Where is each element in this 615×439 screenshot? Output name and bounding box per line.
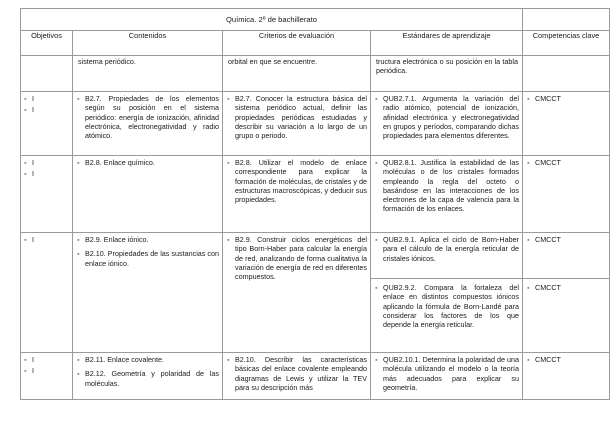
cell-criterios	[223, 233, 371, 353]
competencia-item: ▪ CMCCT	[527, 94, 561, 103]
row-divider	[371, 278, 522, 279]
row-divider	[523, 278, 609, 279]
cell-competencias	[523, 56, 610, 92]
criterio-item: ▪ B2.7. Conocer la estructura básica del sistema periódico actual, definir las propiedades periódicas estudiadas y describir su variación a lo largo de un grupo o periodo.	[227, 94, 367, 141]
table-row	[21, 56, 610, 92]
bullet-icon: ▪	[77, 235, 80, 244]
bullet-icon: ▪	[375, 355, 378, 364]
contenido-item: ▪ B2.12. Geometría y polaridad de las moléculas.	[77, 369, 219, 388]
bullet-icon: ▪	[24, 94, 27, 103]
cell-competencias	[523, 92, 610, 156]
bullet-icon: ▪	[77, 369, 80, 379]
competencia-item: ▪ CMCCT	[527, 158, 561, 167]
criterio-item: ▪ B2.8. Utilizar el modelo de enlace correspondiente para explicar la formación de moléculas, de cristales y de estructuras macroscópicas, y deducir sus propiedades.	[227, 158, 367, 205]
cell-contenidos	[73, 156, 223, 233]
criterio-item: ▪ B2.10. Describir las características básicas del enlace covalente empleando diagramas de Lewis y utilizar la TEV para su descripción más	[227, 355, 367, 392]
cell-objetivos	[21, 56, 73, 92]
cell-objetivos	[21, 92, 73, 156]
header-estandares: Estándares de aprendizaje	[371, 31, 523, 56]
cell-competencias	[523, 233, 610, 353]
cell-objetivos	[21, 233, 73, 353]
objetivo-item: ▪ I	[24, 105, 34, 114]
header-contenidos: Contenidos	[73, 31, 223, 56]
cell-contenidos	[73, 56, 223, 92]
competencia-item: ▪ CMCCT	[527, 355, 561, 364]
criterio-item: ▪ B2.9. Construir ciclos energéticos del tipo Born-Haber para calcular la energía de red, analizando de forma cualitativa la variación de energía de red en diferentes compuestos.	[227, 235, 367, 282]
cell-criterios	[223, 353, 371, 400]
objetivo-item: ▪ I	[24, 169, 34, 178]
estandar-item: ▪ QUB2.9.2. Compara la fortaleza del enlace en distintos compuestos iónicos aplicando la fórmula de Born-Landé para considerar los factores de los que depende la energía reticular.	[375, 283, 519, 330]
cell-contenidos	[73, 353, 223, 400]
contenido-item: ▪ B2.8. Enlace químico.	[77, 158, 155, 167]
competencia-item: ▪ CMCCT	[527, 283, 561, 292]
bullet-icon: ▪	[375, 283, 378, 292]
objetivo-item: ▪ I	[24, 366, 34, 375]
objetivo-item: ▪ I	[24, 94, 34, 103]
cell-criterios	[223, 92, 371, 156]
table-row	[21, 156, 610, 233]
bullet-icon: ▪	[375, 94, 378, 103]
bullet-icon: ▪	[527, 235, 530, 244]
title-blank-cell	[523, 9, 610, 31]
cell-estandares	[371, 353, 523, 400]
bullet-icon: ▪	[24, 235, 27, 244]
table-row	[21, 353, 610, 400]
bullet-icon: ▪	[527, 283, 530, 292]
cell-contenidos	[73, 233, 223, 353]
cell-estandares	[371, 156, 523, 233]
cell-estandares	[371, 92, 523, 156]
bullet-icon: ▪	[227, 235, 230, 244]
header-objetivos: Objetivos	[21, 31, 73, 56]
criterio-text: orbital en que se encuentre.	[228, 57, 318, 66]
bullet-icon: ▪	[527, 94, 530, 103]
bullet-icon: ▪	[227, 158, 230, 167]
cell-objetivos	[21, 156, 73, 233]
contenido-item: ▪ B2.11. Enlace covalente.	[77, 355, 164, 364]
bullet-icon: ▪	[24, 105, 27, 114]
bullet-icon: ▪	[24, 366, 27, 375]
cell-competencias	[523, 156, 610, 233]
contenido-item: ▪ B2.9. Enlace iónico.	[77, 235, 149, 244]
cell-competencias	[523, 353, 610, 400]
bullet-icon: ▪	[24, 169, 27, 178]
estandar-item: ▪ QUB2.8.1. Justifica la estabilidad de las moléculas o de los cristales formados empleando la regla del octeto o basándose en las interacciones de los electrones de la capa de valencia para la formación de los enlaces.	[375, 158, 519, 214]
objetivo-item: ▪ I	[24, 355, 34, 364]
bullet-icon: ▪	[375, 235, 378, 244]
bullet-icon: ▪	[375, 158, 378, 167]
contenido-text: sistema periódico.	[78, 57, 136, 66]
estandar-text: tructura electrónica o su posición en la tabla periódica.	[376, 57, 518, 76]
cell-criterios	[223, 56, 371, 92]
header-competencias: Competencias clave	[523, 31, 610, 56]
bullet-icon: ▪	[77, 158, 80, 167]
estandar-item: ▪ QUB2.7.1. Argumenta la variación del radio atómico, potencial de ionización, afinidad electrónica y electronegatividad en grupos y períodos, comparando dichas propiedades para elementos diferentes.	[375, 94, 519, 141]
header-criterios: Criterios de evaluación	[223, 31, 371, 56]
cell-criterios	[223, 156, 371, 233]
bullet-icon: ▪	[227, 94, 230, 103]
contenido-item: ▪ B2.10. Propiedades de las sustancias con enlace iónico.	[77, 249, 219, 268]
estandar-item: ▪ QUB2.10.1. Determina la polaridad de una molécula utilizando el modelo o la teoría más adecuados para explicar su geometría.	[375, 355, 519, 392]
competencia-item: ▪ CMCCT	[527, 235, 561, 244]
estandar-item: ▪ QUB2.9.1. Aplica el ciclo de Born-Haber para el cálculo de la energía reticular de cristales iónicos.	[375, 235, 519, 263]
bullet-icon: ▪	[77, 355, 80, 364]
table-row	[21, 233, 610, 353]
bullet-icon: ▪	[77, 249, 80, 259]
cell-estandares	[371, 233, 523, 353]
cell-estandares	[371, 56, 523, 92]
cell-contenidos	[73, 92, 223, 156]
cell-objetivos	[21, 353, 73, 400]
table-title: Química. 2º de bachillerato	[21, 9, 523, 31]
bullet-icon: ▪	[527, 355, 530, 364]
objetivo-item: ▪ I	[24, 235, 34, 244]
contenido-item: ▪ B2.7. Propiedades de los elementos según su posición en el sistema periódico: energía de ionización, afinidad electrónica, electronegatividad y radio atómico.	[77, 94, 219, 141]
bullet-icon: ▪	[77, 94, 80, 103]
bullet-icon: ▪	[527, 158, 530, 167]
bullet-icon: ▪	[24, 158, 27, 167]
curriculum-table	[20, 8, 610, 400]
bullet-icon: ▪	[227, 355, 230, 364]
objetivo-item: ▪ I	[24, 158, 34, 167]
bullet-icon: ▪	[24, 355, 27, 364]
table-row	[21, 92, 610, 156]
